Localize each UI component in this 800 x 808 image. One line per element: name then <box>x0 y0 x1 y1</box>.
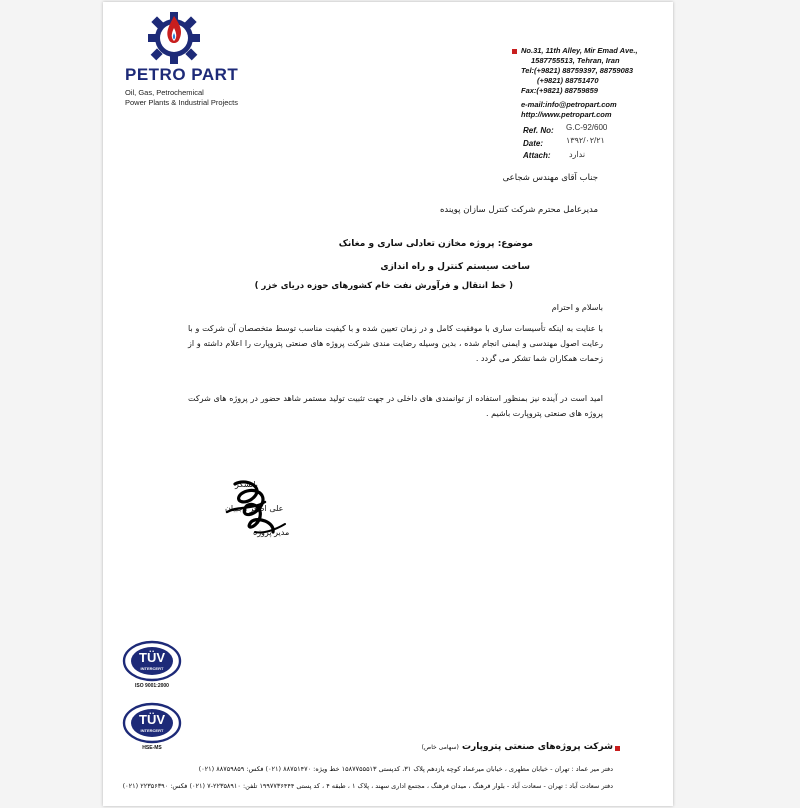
tuv-hse-badge-icon <box>122 702 182 744</box>
address-line-2: 1587755513, Tehran, Iran <box>531 56 620 65</box>
fax: Fax:(+9821) 88759859 <box>521 86 598 95</box>
petropart-logo-icon <box>143 10 205 68</box>
company-tagline-2: Power Plants & Industrial Projects <box>125 98 238 107</box>
signer-title: مدیر پروژه <box>253 528 290 537</box>
footer-office-1: دفتر میر عماد : تهران - خیابان مطهری ، خیابان میرعماد کوچه یازدهم پلاک ۳۱، کدپستی ۱۵۸۷۷۵۵۵۱۳ خط ویژه: ۸۸۷۵۱۴۷۰ (۰۲۱) فکس: ۸۸۷۵۹۸۵۹ (۰۲۱) <box>198 765 613 773</box>
company-tagline-1: Oil, Gas, Petrochemical <box>125 88 204 97</box>
subject-line-2: ساخت سیستم کنترل و راه اندازی <box>380 262 530 272</box>
email[interactable]: e-mail:info@petropart.com <box>521 100 617 109</box>
ref-value: G.C-92/600 <box>566 123 608 132</box>
signer-name: علی اصغر رجبیان <box>225 504 284 513</box>
date-value: ۱۳۹۲/۰۲/۲۱ <box>566 136 605 145</box>
body-paragraph-1: با عنایت به اینکه تأسیسات ساری با موفقیت کامل و در زمان تعیین شده و با کیفیت مناسب توسط متخصصان آن شرکت و با رعایت اصول مهندسی و ایمنی انجام شده ، بدین وسیله رضایت مندی شرکت پروژه های صنعتی پتروپارت را اعلام داشته و از زحمات همکاران شما تشکر می گردد . <box>188 324 603 363</box>
attach-label: Attach: <box>523 151 551 160</box>
website[interactable]: http://www.petropart.com <box>521 110 612 119</box>
footer-bullet-icon <box>615 746 620 751</box>
subject-line-3: ( خط انتقال و فرآورش نفت خام کشورهای حوزه دریای خزر ) <box>254 281 513 291</box>
letter-page <box>103 2 673 806</box>
subject-line-1: موضوع: پروژه مخازن تعادلی ساری و مغانک <box>338 239 533 249</box>
telephone-2: (+9821) 88751470 <box>537 76 599 85</box>
svg-text:TÜV: TÜV <box>139 712 165 727</box>
recipient-title: مدیرعامل محترم شرکت کنترل سازان پوینده <box>439 205 598 215</box>
company-name: PETRO PART <box>125 65 239 84</box>
handwritten-signature-icon <box>215 472 295 542</box>
footer-office-2: دفتر سعادت آباد : تهران - سعادت آباد - بلوار فرهنگ ، میدان فرهنگ ، مجتمع اداری سهند ، پلاک ۱ ، طبقه ۴ ، کد پستی ۱۹۹۷۷۳۶۴۴۴ تلفن: ۲۲۳۵۸۹۱۰-۷ (۰۲۱) فکس: ۲۲۳۵۶۳۹۰ (۰۲۱) <box>122 782 613 790</box>
attach-value: ندارد <box>569 150 586 159</box>
telephone: Tel:(+9821) 88759397, 88759083 <box>521 66 634 75</box>
tuv-iso-badge-icon <box>122 640 182 682</box>
svg-text:INTERCERT: INTERCERT <box>140 728 164 733</box>
footer-company: شرکت پروژه‌های صنعتی پتروپارت (سهامی خاص) <box>421 742 613 752</box>
greeting: باسلام و احترام <box>551 303 603 312</box>
svg-text:TÜV: TÜV <box>139 650 165 665</box>
svg-text:INTERCERT: INTERCERT <box>140 666 164 671</box>
address-bullet-icon <box>512 49 517 54</box>
body-paragraph-2: امید است در آینده نیز بمنظور استفاده از توانمندی های داخلی در جهت تثبیت تولید مستمر شاهد حضور در پروژه های شرکت پروژه های صنعتی پتروپارت باشیم . <box>188 394 603 418</box>
recipient-name: جناب آقای مهندس شجاعی <box>502 173 598 183</box>
closing: باتشکر <box>235 480 258 489</box>
hse-label: HSE-MS <box>142 745 162 751</box>
address-line-1: No.31, 11th Alley, Mir Emad Ave., <box>521 46 638 55</box>
date-label: Date: <box>523 139 544 148</box>
ref-label: Ref. No: <box>523 126 554 135</box>
iso-label: ISO 9001:2000 <box>135 683 169 689</box>
